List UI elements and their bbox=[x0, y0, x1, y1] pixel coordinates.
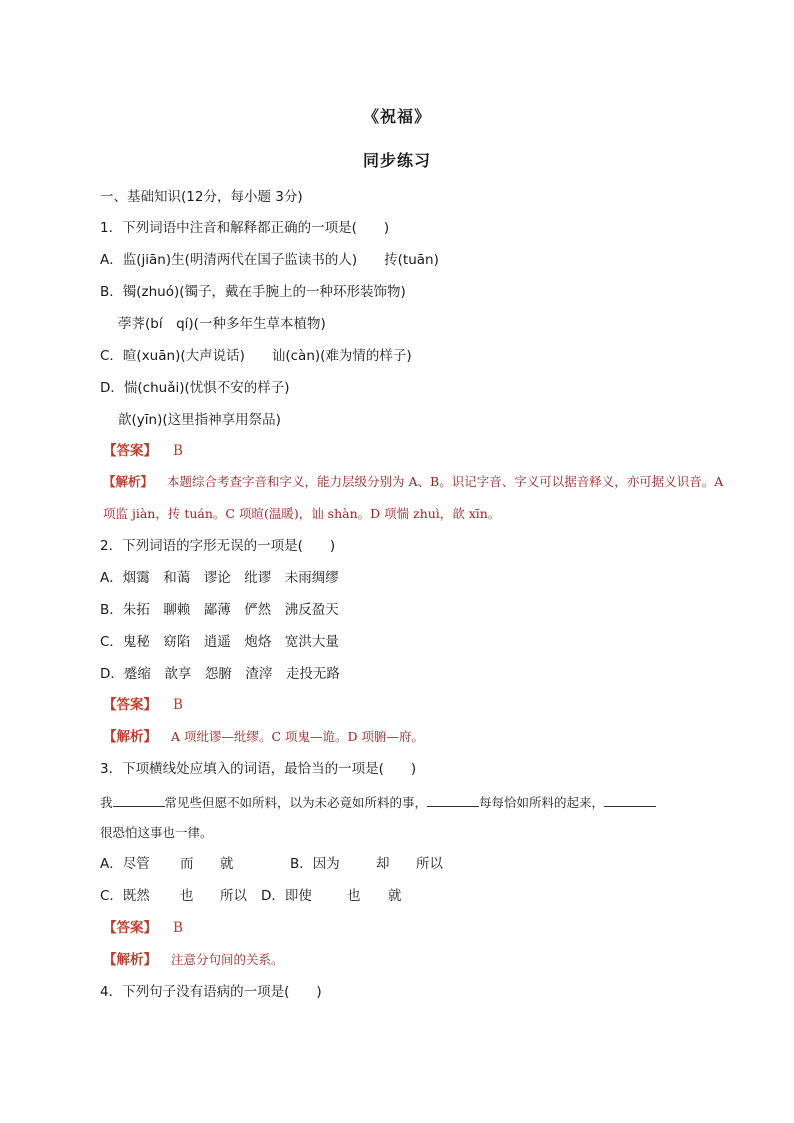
q3-analysis bbox=[103, 951, 723, 969]
q1-option-b: B．镯(zhuó)(镯子，戴在手腕上的一种环形装饰物) bbox=[100, 284, 406, 300]
q1-option-c: C．暄(xuān)(大声说话) 讪(càn)(难为情的样子) bbox=[100, 348, 412, 364]
analysis-label: 【解析】 bbox=[103, 474, 154, 489]
q2-option-a: A．烟霭 和蔼 谬论 纰谬 未雨绸缪 bbox=[100, 570, 339, 586]
fill-blank-2 bbox=[427, 794, 479, 807]
q3-answer bbox=[103, 919, 723, 937]
q3-options-ab: A．尽管 而 就 B．因为 却 所以 bbox=[100, 856, 443, 872]
q2-option-b: B．朱拓 聊赖 鄙薄 俨然 沸反盈天 bbox=[100, 602, 339, 618]
q2-analysis bbox=[103, 728, 723, 746]
answer-value: B bbox=[173, 697, 183, 713]
analysis-label: 【解析】 bbox=[103, 729, 157, 745]
q2-option-c: C．鬼秘 窈陷 逍遥 炮烙 宽洪大量 bbox=[100, 634, 339, 650]
q3-options-cd: C．既然 也 所以 D．即使 也 就 bbox=[100, 888, 402, 904]
answer-label: 【答案】 bbox=[103, 697, 157, 713]
analysis-text: A 项纰谬—纰缪。C 项鬼—诡。D 项腑—府。 bbox=[171, 729, 425, 744]
q1-option-a: A．监(jiān)生(明清两代在国子监读书的人) 抟(tuān) bbox=[100, 252, 439, 268]
fill-blank-1 bbox=[113, 794, 165, 807]
analysis-text: 本题综合考查字音和字义，能力层级分别为 A、B。识记字音、字义可以据音释义，亦可据义识音。A 项监 jiàn，抟 tuán。C 项暄(温暖)，讪 shàn。D 项惴 zhuì，歆 xīn。 bbox=[103, 474, 724, 521]
q2-answer bbox=[103, 696, 723, 714]
analysis-label: 【解析】 bbox=[103, 952, 157, 968]
fill-blank-3 bbox=[604, 794, 656, 807]
answer-value: B bbox=[173, 443, 183, 459]
q1-analysis bbox=[103, 466, 728, 530]
q1-stem: 1．下列词语中注音和解释都正确的一项是( ) bbox=[100, 220, 390, 236]
answer-label: 【答案】 bbox=[103, 443, 157, 459]
q3-stem: 3．下项横线处应填入的词语，最恰当的一项是( ) bbox=[100, 761, 417, 777]
q1-answer bbox=[103, 442, 723, 460]
q1-option-b-cont: 荸荠(bí qí)(一种多年生草本植物) bbox=[118, 316, 326, 332]
q3-passage-line2: 很恐怕这事也一律。 bbox=[100, 825, 213, 840]
document-title: 《祝福》 bbox=[362, 107, 431, 126]
q2-stem: 2．下列词语的字形无误的一项是( ) bbox=[100, 538, 336, 554]
answer-label: 【答案】 bbox=[103, 920, 157, 936]
document-subtitle: 同步练习 bbox=[362, 151, 431, 170]
q3-passage-line1: 我 常见些但愿不如所料，以为未必竟如所料的事， 每每恰如所料的起来， bbox=[100, 794, 720, 812]
answer-value: B bbox=[173, 920, 183, 936]
q1-option-d: D．惴(chuǎi)(忧惧不安的样子) bbox=[100, 380, 290, 396]
q1-option-d-cont: 歆(yīn)(这里指神享用祭品) bbox=[118, 412, 281, 428]
q4-stem: 4．下列句子没有语病的一项是( ) bbox=[100, 984, 322, 1000]
q2-option-d: D．蹙缩 歆享 怨腑 渣滓 走投无路 bbox=[100, 666, 340, 682]
section-heading: 一、基础知识(12分，每小题 3分) bbox=[100, 189, 303, 205]
analysis-text: 注意分句间的关系。 bbox=[171, 952, 284, 967]
